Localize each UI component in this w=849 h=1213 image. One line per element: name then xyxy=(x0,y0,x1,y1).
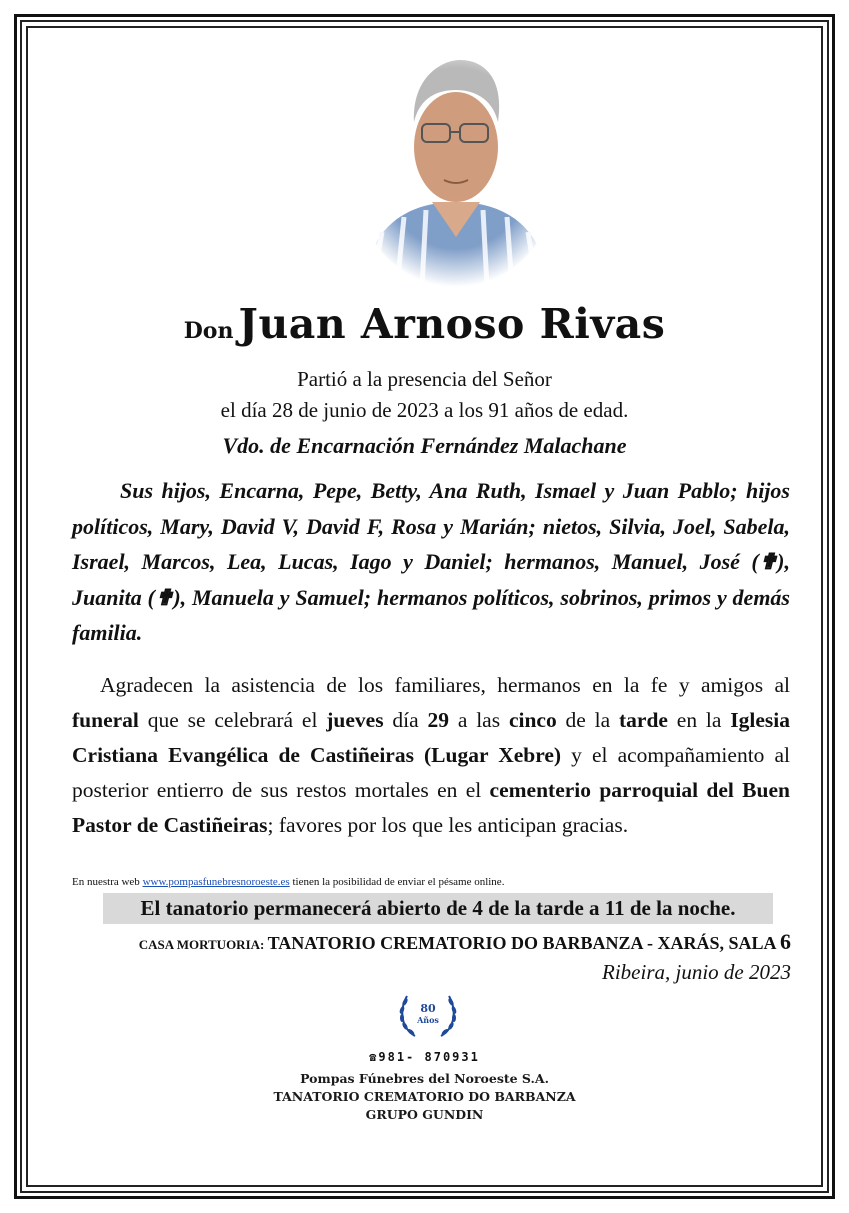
web-note xyxy=(72,876,504,888)
logo-number: 80 xyxy=(420,1002,436,1015)
invite-text: en la xyxy=(667,708,731,732)
family-paragraph xyxy=(72,473,790,651)
deceased-name-line xyxy=(0,300,849,348)
logo-years: Años xyxy=(417,1015,439,1025)
anniversary-logo xyxy=(393,990,463,1040)
invitation-paragraph xyxy=(72,668,790,843)
company-group: GRUPO GUNDIN xyxy=(365,1107,484,1122)
invite-text: de la xyxy=(556,708,620,732)
title-prefix: Don xyxy=(183,318,234,344)
phone-line xyxy=(0,1050,849,1064)
family-text-2: ), Juanita ( xyxy=(72,549,790,610)
invite-bold: 29 xyxy=(427,708,450,732)
family-text-3: ), Manuela y Samuel; hermanos políticos, sobrinos, primos y demás familia. xyxy=(72,584,790,645)
phone-icon: ☎ xyxy=(369,1050,379,1064)
invite-bold: cementerio parroquial del Buen Pastor de Castiñeiras xyxy=(72,778,790,837)
invite-text: que se celebrará el xyxy=(138,708,327,732)
invite-text: Agradecen la asistencia de los familiares, hermanos en la fe y amigos al xyxy=(100,673,790,697)
web-note-text: tienen la posibilidad de enviar el pésame online. xyxy=(289,876,505,888)
cross-icon: ✟ xyxy=(154,584,174,610)
family-text-1: Sus hijos, Encarna, Pepe, Betty, Ana Ruth, Ismael y Juan Pablo; hijos políticos, Mary, David V, David F, Rosa y Marián; nietos, Silvia, Joel, Sabela, Israel, Marcos, Lea, Lucas, Iago y Daniel; hermanos, Manuel, José ( xyxy=(72,478,790,574)
invite-bold: tarde xyxy=(619,708,668,732)
company-tanatorio: TANATORIO CREMATORIO DO BARBANZA xyxy=(273,1089,576,1104)
invite-bold: funeral xyxy=(72,708,139,732)
widow-of: Vdo. de Encarnación Fernández Malachane xyxy=(222,433,627,458)
invite-text: día xyxy=(383,708,428,732)
funeral-home-name: TANATORIO CREMATORIO DO BARBANZA - XARÁS, SALA xyxy=(267,933,780,953)
invite-bold: cinco xyxy=(508,708,557,732)
invite-bold: Iglesia Cristiana Evangélica de Castiñeiras (Lugar Xebre) xyxy=(72,708,790,767)
website-link[interactable]: www.pompasfunebresnoroeste.es xyxy=(142,876,290,888)
funeral-home-line xyxy=(139,929,791,955)
place-date: Ribeira, junio de 2023 xyxy=(602,960,791,984)
company-name: Pompas Fúnebres del Noroeste S.A. xyxy=(300,1071,549,1086)
room-number: 6 xyxy=(780,929,791,954)
invite-text: y el acompañamiento al posterior entierro de sus restos mortales en el xyxy=(72,743,791,802)
invite-text: a las xyxy=(449,708,509,732)
cross-icon: ✟ xyxy=(758,549,778,574)
phone-number: 981- 870931 xyxy=(378,1050,480,1064)
passed-line-1: Partió a la presencia del Señor xyxy=(297,367,552,391)
opening-hours-banner: El tanatorio permanecerá abierto de 4 de la tarde a 11 de la noche. xyxy=(103,893,773,924)
deceased-name: Juan Arnoso Rivas xyxy=(238,300,666,348)
invite-bold: jueves xyxy=(326,708,384,732)
invite-text: ; favores por los que les anticipan gracias. xyxy=(267,813,629,837)
web-note-text: En nuestra web xyxy=(72,876,143,888)
portrait-photo xyxy=(352,52,560,287)
funeral-home-label: CASA MORTUORIA: xyxy=(138,937,268,952)
passed-line-2: el día 28 de junio de 2023 a los 91 años de edad. xyxy=(220,398,629,422)
